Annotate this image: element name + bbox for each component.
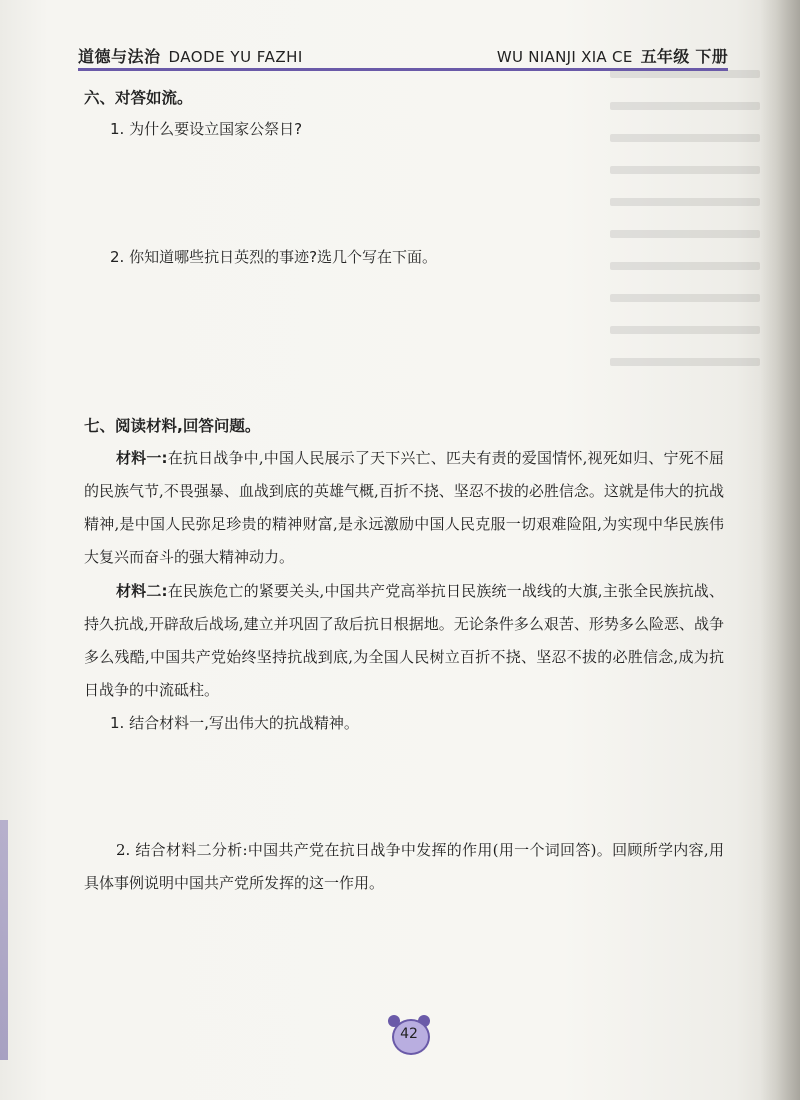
material-2-text: 在民族危亡的紧要关头,中国共产党高举抗日民族统一战线的大旗,主张全民族抗战、持久抗战,开辟敌后战场,建立并巩固了敌后抗日根据地。无论条件多么艰苦、形势多么险恶、战争多么残酷,中国共产党始终坚持抗战到底,为全国人民树立百折不挠、坚忍不拔的必胜信念,成为抗日战争的中流砥柱。 (84, 582, 724, 699)
header-grade (497, 44, 728, 67)
subject-pinyin: DAODE YU FAZHI (168, 48, 303, 66)
material-1-label: 材料一: (116, 449, 168, 467)
page-header (78, 38, 728, 70)
bleed-through-text (610, 70, 760, 400)
page-number-badge (386, 1015, 432, 1055)
material-2 (84, 575, 724, 707)
section-6-question-1: 1. 为什么要设立国家公祭日? (110, 120, 303, 138)
page-edge-tab (0, 820, 8, 1060)
material-1 (84, 442, 724, 574)
section-6-title: 六、对答如流。 (84, 89, 193, 107)
grade-pinyin: WU NIANJI XIA CE (496, 48, 633, 66)
section-7-question-2: 2. 结合材料二分析:中国共产党在抗日战争中发挥的作用(用一个词回答)。回顾所学内容,用具体事例说明中国共产党所发挥的这一作用。 (84, 841, 724, 892)
header-divider (78, 68, 728, 71)
material-2-label: 材料二: (116, 582, 168, 600)
subject-title: 道德与法治 (78, 47, 161, 66)
book-spine-shadow (760, 0, 800, 1100)
section-6-question-2: 2. 你知道哪些抗日英烈的事迹?选几个写在下面。 (110, 248, 438, 266)
grade-label: 五年级 下册 (640, 47, 728, 66)
section-7-question-1: 1. 结合材料一,写出伟大的抗战精神。 (110, 714, 359, 732)
header-subject (78, 44, 303, 67)
page-number: 42 (400, 1026, 418, 1042)
material-1-text: 在抗日战争中,中国人民展示了天下兴亡、匹夫有责的爱国情怀,视死如归、宁死不屈的民族气节,不畏强暴、血战到底的英雄气概,百折不挠、坚忍不拔的必胜信念。这就是伟大的抗战精神,是中国人民弥足珍贵的精神财富,是永远激励中国人民克服一切艰难险阻,为实现中华民族伟大复兴而奋斗的强大精神动力。 (84, 449, 724, 566)
section-7-title: 七、阅读材料,回答问题。 (84, 417, 261, 435)
